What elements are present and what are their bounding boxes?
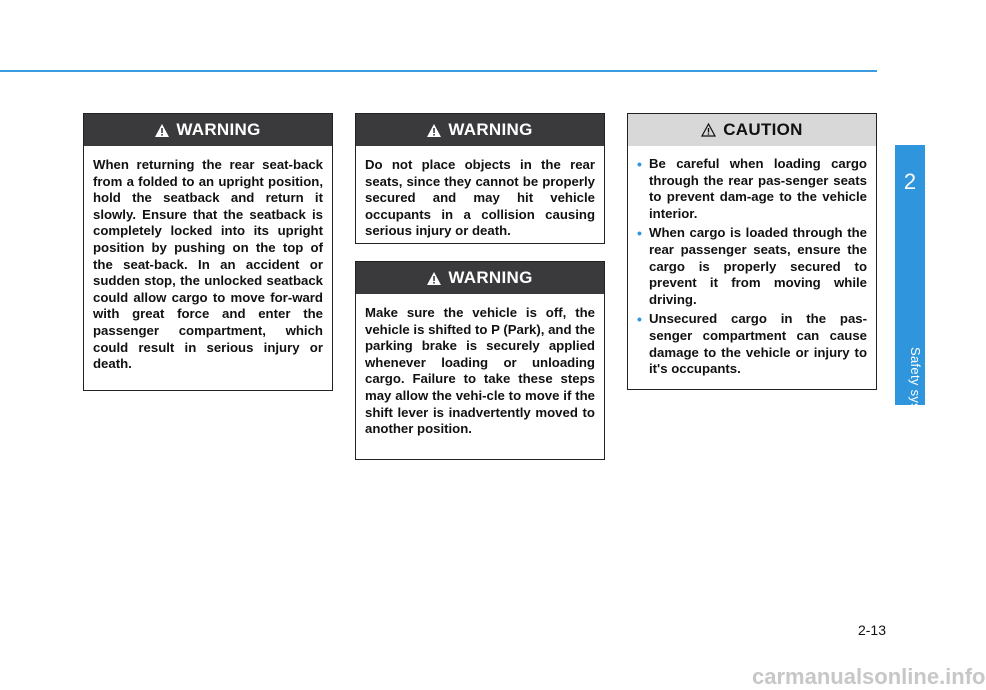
warning-heading: WARNING xyxy=(176,120,261,139)
caution-list-item xyxy=(637,156,867,222)
chapter-title: Safety system of your vehicle xyxy=(908,347,923,525)
warning-header xyxy=(356,262,604,294)
bullet-dot-icon: • xyxy=(637,156,642,172)
warning-heading: WARNING xyxy=(448,120,533,139)
bullet-dot-icon: • xyxy=(637,225,642,242)
warning-box-park xyxy=(355,261,605,460)
caution-list-item xyxy=(637,311,867,377)
caution-heading: CAUTION xyxy=(723,120,803,139)
bullet-dot-icon: • xyxy=(637,311,642,328)
warning-header xyxy=(356,114,604,146)
page-number: 2-13 xyxy=(857,622,886,638)
chapter-number: 2 xyxy=(903,169,917,194)
header-rule xyxy=(0,70,877,72)
caution-list xyxy=(628,146,876,389)
warning-text: When returning the rear seat-back from a folded to an upright position, hold the seatback and return it slowly. Ensure that the seatback is completely locked into its upright position by pushing on the top of the seat-back. In an accident or sudden stop, the unlocked seatback could allow cargo to move for-ward with great force and enter the passenger compartment, which could result in serious injury or death. xyxy=(93,157,323,372)
warning-icon xyxy=(427,124,441,137)
warning-heading: WARNING xyxy=(448,268,533,287)
caution-list-item xyxy=(637,225,867,308)
warning-box-rear-seats xyxy=(355,113,605,244)
caution-box-cargo xyxy=(627,113,877,390)
caution-item-text: Be careful when loading cargo through the rear pas-senger seats to prevent dam-age to the vehicle interior. xyxy=(649,156,867,221)
warning-text: Make sure the vehicle is off, the vehicle is shifted to P (Park), and the parking brake is securely applied whenever loading or unloading cargo. Failure to take these steps may allow the vehi-cle to move if the shift lever is inadvertently moved to another position. xyxy=(365,305,595,437)
caution-header xyxy=(628,114,876,146)
warning-text: Do not place objects in the rear seats, since they cannot be properly secured and may hit vehicle occupants in a collision causing serious injury or death. xyxy=(365,157,595,239)
caution-icon xyxy=(701,123,716,137)
warning-box-seatback xyxy=(83,113,333,391)
caution-item-text: Unsecured cargo in the pas-senger compartment can cause damage to the vehicle or injury to it's occupants. xyxy=(649,311,867,377)
warning-icon xyxy=(155,124,169,137)
caution-item-text: When cargo is loaded through the rear passenger seats, ensure the cargo is properly secured to prevent it from moving while driving. xyxy=(649,225,867,307)
warning-header xyxy=(84,114,332,146)
footer-watermark: carmanualsonline.info xyxy=(752,664,986,689)
chapter-tab xyxy=(895,145,925,525)
warning-icon xyxy=(427,272,441,285)
